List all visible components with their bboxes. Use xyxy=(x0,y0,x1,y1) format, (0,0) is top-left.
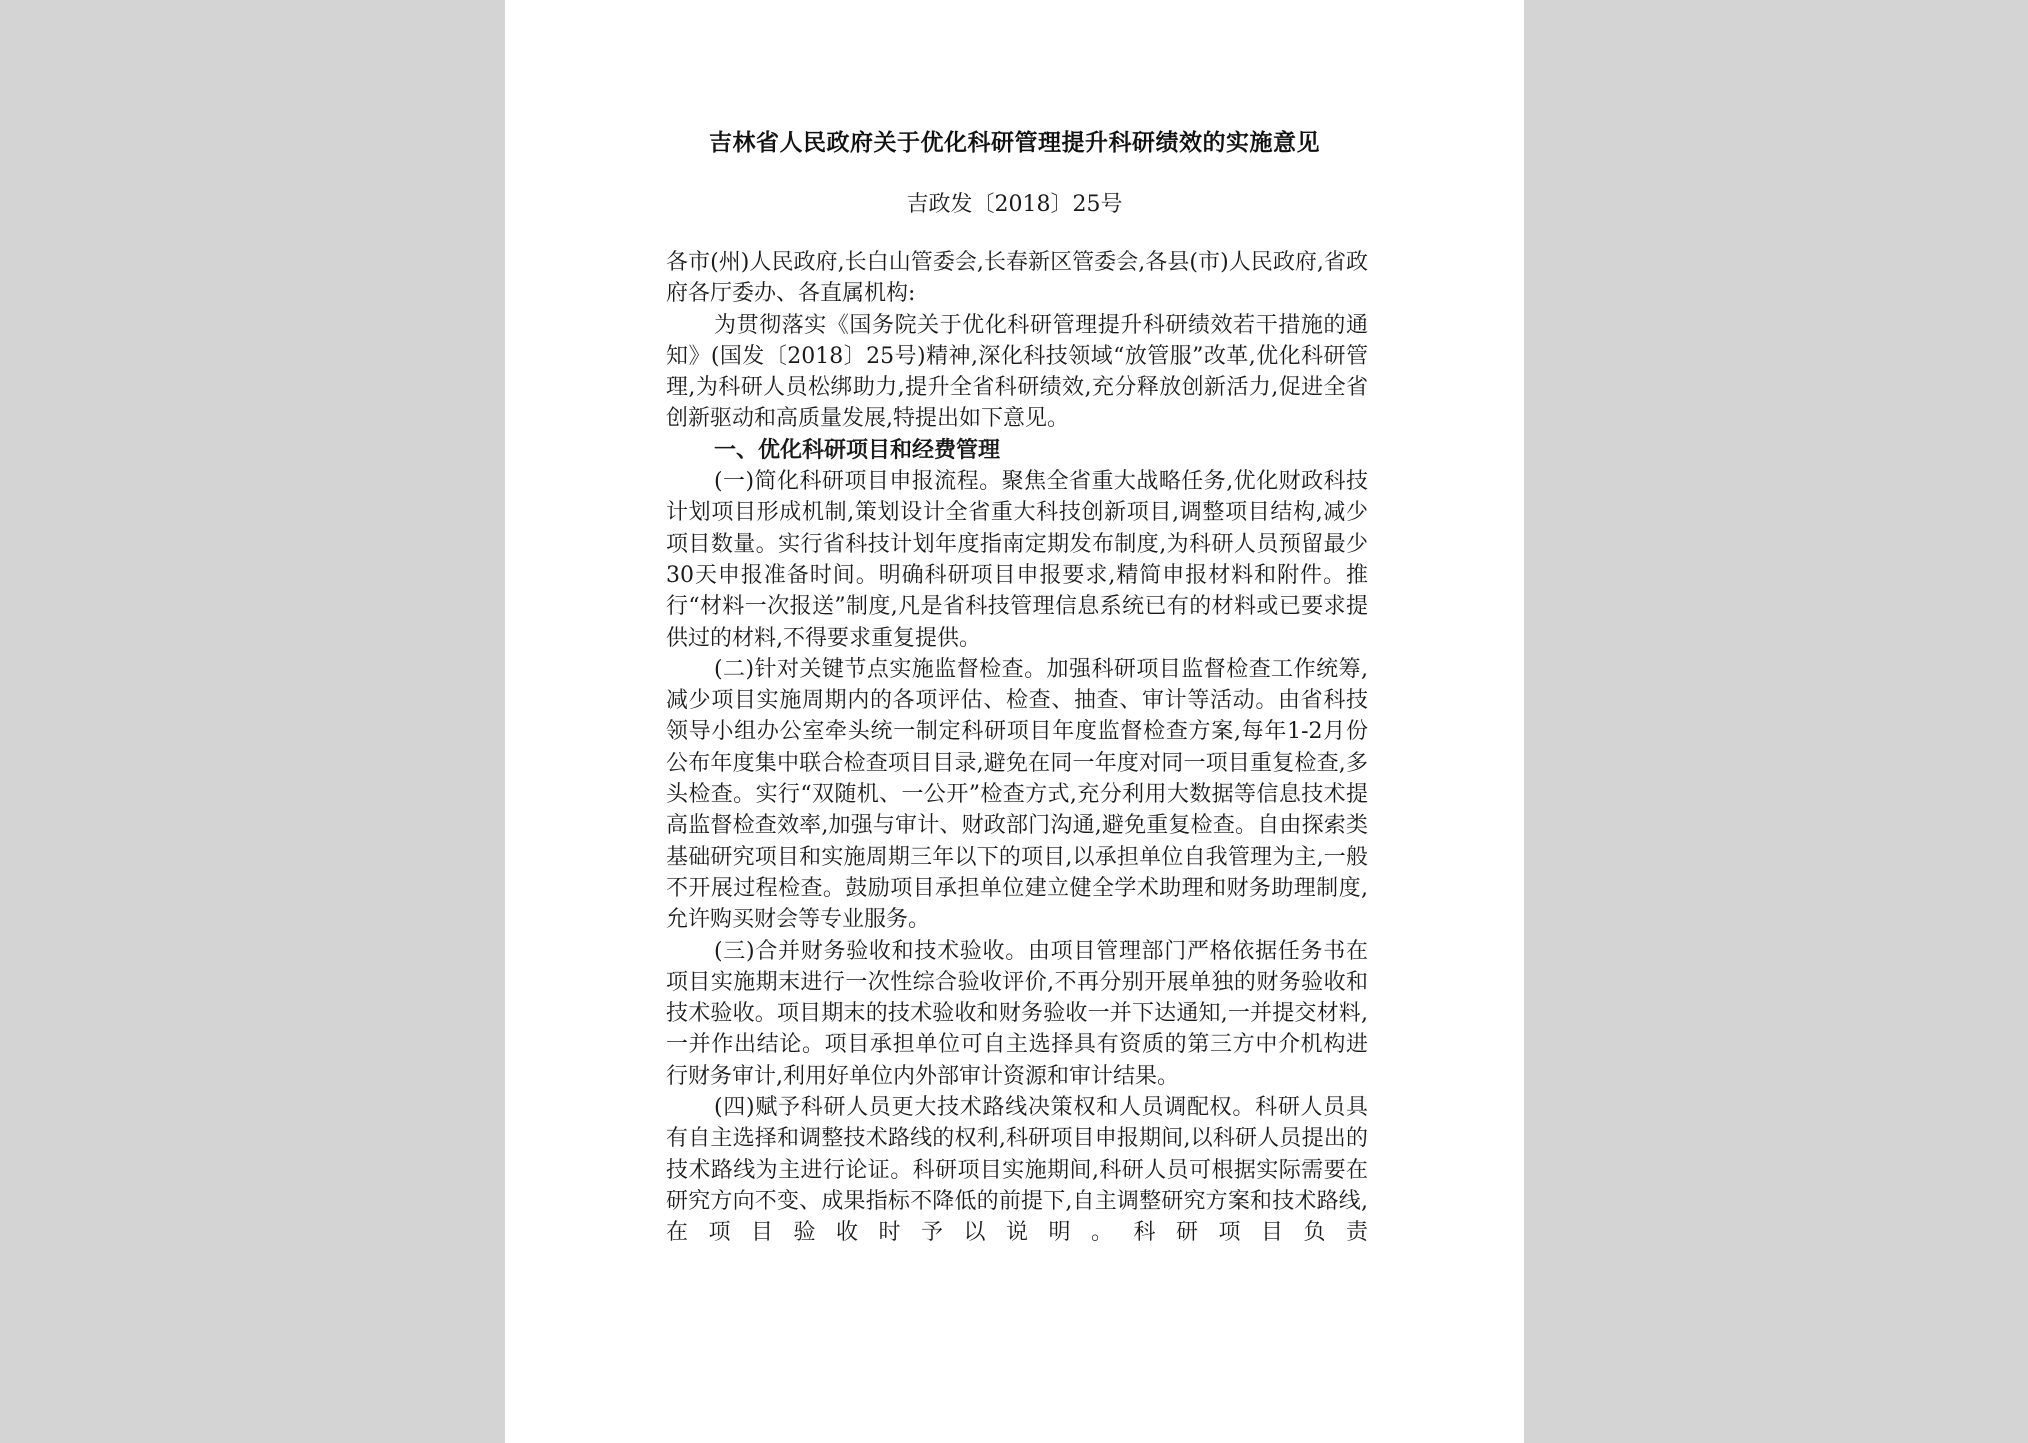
item-paragraph-1: (一)简化科研项目申报流程。聚焦全省重大战略任务,优化财政科技计划项目形成机制,策划设计全省重大科技创新项目,调整项目结构,减少项目数量。实行省科技计划年度指南定期发布制度,为科研人员预留最少30天申报准备时间。明确科研项目申报要求,精简申报材料和附件。推行“材料一次报送”制度,凡是省科技管理信息系统已有的材料或已要求提供过的材料,不得要求重复提供。 xyxy=(666,469,1368,651)
document-title: 吉林省人民政府关于优化科研管理提升科研绩效的实施意见 xyxy=(709,129,1320,156)
document-body xyxy=(666,247,1368,1249)
item-paragraph-3: (三)合并财务验收和技术验收。由项目管理部门严格依据任务书在项目实施期末进行一次性综合验收评价,不再分别开展单独的财务验收和技术验收。项目期末的技术验收和财务验收一并下达通知,一并提交材料,一并作出结论。项目承担单位可自主选择具有资质的第三方中介机构进行财务审计,利用好单位内外部审计资源和审计结果。 xyxy=(666,938,1368,1089)
preamble-paragraph: 为贯彻落实《国务院关于优化科研管理提升科研绩效若干措施的通知》(国发〔2018〕25号)精神,深化科技领域“放管服”改革,优化科研管理,为科研人员松绑助力,提升全省科研绩效,充分释放创新活力,促进全省创新驱动和高质量发展,特提出如下意见。 xyxy=(666,312,1368,432)
document-number: 吉政发〔2018〕25号 xyxy=(906,192,1123,217)
addressee-paragraph: 各市(州)人民政府,长白山管委会,长春新区管委会,各县(市)人民政府,省政府各厅委办、各直属机构: xyxy=(666,250,1368,307)
section-heading: 一、优化科研项目和经费管理 xyxy=(714,436,1001,463)
item-paragraph-4: (四)赋予科研人员更大技术路线决策权和人员调配权。科研人员具有自主选择和调整技术路线的权利,科研项目申报期间,以科研人员提出的技术路线为主进行论证。科研项目实施期间,科研人员可根据实际需要在研究方向不变、成果指标不降低的前提下,自主调整研究方案和技术路线,在项目验收时予以说明。科研项目负责 xyxy=(666,1095,1368,1246)
document-page xyxy=(505,0,1524,1443)
item-paragraph-2: (二)针对关键节点实施监督检查。加强科研项目监督检查工作统筹,减少项目实施周期内的各项评估、检查、抽查、审计等活动。由省科技领导小组办公室牵头统一制定科研项目年度监督检查方案,每年1-2月份公布年度集中联合检查项目目录,避免在同一年度对同一项目重复检查,多头检查。实行“双随机、一公开”检查方式,充分利用大数据等信息技术提高监督检查效率,加强与审计、财政部门沟通,避免重复检查。自由探索类基础研究项目和实施周期三年以下的项目,以承担单位自我管理为主,一般不开展过程检查。鼓励项目承担单位建立健全学术助理和财务助理制度,允许购买财会等专业服务。 xyxy=(666,656,1368,933)
